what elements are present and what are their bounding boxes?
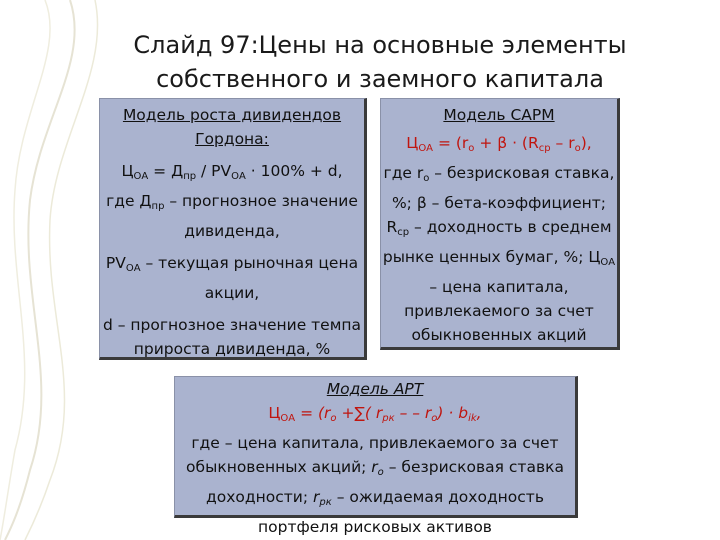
gordon-model-box xyxy=(99,98,367,360)
gordon-desc-sub: ОА xyxy=(125,263,141,274)
gordon-formula xyxy=(100,159,364,189)
slide-title xyxy=(110,28,650,96)
gordon-desc-part: PV xyxy=(105,254,126,272)
apt-formula-sub: o xyxy=(431,413,438,424)
gordon-formula-part: = Д xyxy=(148,162,184,180)
gordon-desc-part: – текущая рыночная цена акции, xyxy=(140,254,359,302)
capm-desc-part: где r xyxy=(383,164,424,182)
gordon-formula-part: Ц xyxy=(121,162,134,180)
capm-formula-sub: ОА xyxy=(418,143,434,154)
capm-formula xyxy=(381,131,617,161)
apt-desc-sub: рк xyxy=(319,497,332,508)
capm-description xyxy=(381,161,617,347)
gordon-pv-desc xyxy=(100,251,364,305)
gordon-desc-part: где Д xyxy=(106,192,152,210)
capm-formula-part: = (r xyxy=(433,134,469,152)
gordon-desc-sub: пр xyxy=(151,201,165,212)
gordon-formula-sub: пр xyxy=(183,171,197,182)
apt-desc-sub: o xyxy=(377,467,384,478)
apt-model-box xyxy=(174,376,578,536)
capm-formula-sub: o xyxy=(468,143,475,154)
apt-desc-part: r xyxy=(313,488,320,506)
capm-desc-part: – цена капитала, привлекаемого за счет обыкновенных акций xyxy=(404,278,594,344)
capm-formula-part: Ц xyxy=(406,134,419,152)
capm-model-box xyxy=(380,98,620,350)
apt-description xyxy=(175,431,575,539)
apt-formula-part: Ц xyxy=(268,404,281,422)
gordon-heading: Модель роста дивидендов Гордона: xyxy=(122,106,342,148)
apt-heading: Модель APT xyxy=(326,380,424,398)
apt-formula-sub: ОА xyxy=(280,413,296,424)
apt-formula-part: – – r xyxy=(394,404,432,422)
capm-formula-part: + β · (R xyxy=(474,134,539,152)
capm-formula-part: ), xyxy=(580,134,592,152)
apt-formula-part: = (r xyxy=(295,404,331,422)
apt-formula-sub: ik xyxy=(468,413,477,424)
gordon-desc-part: – прогнозное значение дивиденда, xyxy=(164,192,358,240)
slide-title-line2: собственного и заемного капитала xyxy=(156,65,604,93)
capm-formula-part: – r xyxy=(550,134,575,152)
capm-heading: Модель CAPM xyxy=(443,106,555,124)
gordon-formula-sub: ОА xyxy=(133,171,149,182)
gordon-d-desc: d – прогнозное значение темпа прироста дивиденда, % xyxy=(102,316,362,358)
apt-desc-part: – ожидаемая доходность портфеля рисковых активов xyxy=(258,488,544,536)
slide-title-line1: Слайд 97:Цены на основные элементы xyxy=(133,31,627,59)
apt-desc-part: r xyxy=(371,458,378,476)
apt-formula-sub: o xyxy=(330,413,337,424)
apt-desc-part: – безрисковая ставка доходности; xyxy=(206,458,564,506)
gordon-formula-part: · 100% + d, xyxy=(245,162,343,180)
gordon-dpr-desc xyxy=(100,189,364,243)
gordon-formula-part: / PV xyxy=(196,162,232,180)
apt-formula-part: ) · b xyxy=(437,404,469,422)
apt-formula xyxy=(175,401,575,431)
capm-desc-sub: ср xyxy=(397,227,410,238)
capm-desc-sub: ОА xyxy=(600,257,616,268)
apt-formula-part: +∑( r xyxy=(336,404,383,422)
apt-desc-part: где – цена капитала, привлекаемого за счет обыкновенных акций; xyxy=(186,434,559,476)
capm-desc-part: – безрисковая ставка, %; β – бета-коэффициент; R xyxy=(386,164,615,236)
capm-desc-sub: o xyxy=(423,173,430,184)
apt-formula-part: , xyxy=(476,404,482,422)
capm-desc-part: – доходность в среднем рынке ценных бумаг, %; Ц xyxy=(382,218,612,266)
capm-formula-sub: ср xyxy=(538,143,551,154)
gordon-formula-sub: ОА xyxy=(231,171,246,182)
apt-formula-sub: рк xyxy=(382,413,395,424)
capm-formula-sub: o xyxy=(574,143,581,154)
